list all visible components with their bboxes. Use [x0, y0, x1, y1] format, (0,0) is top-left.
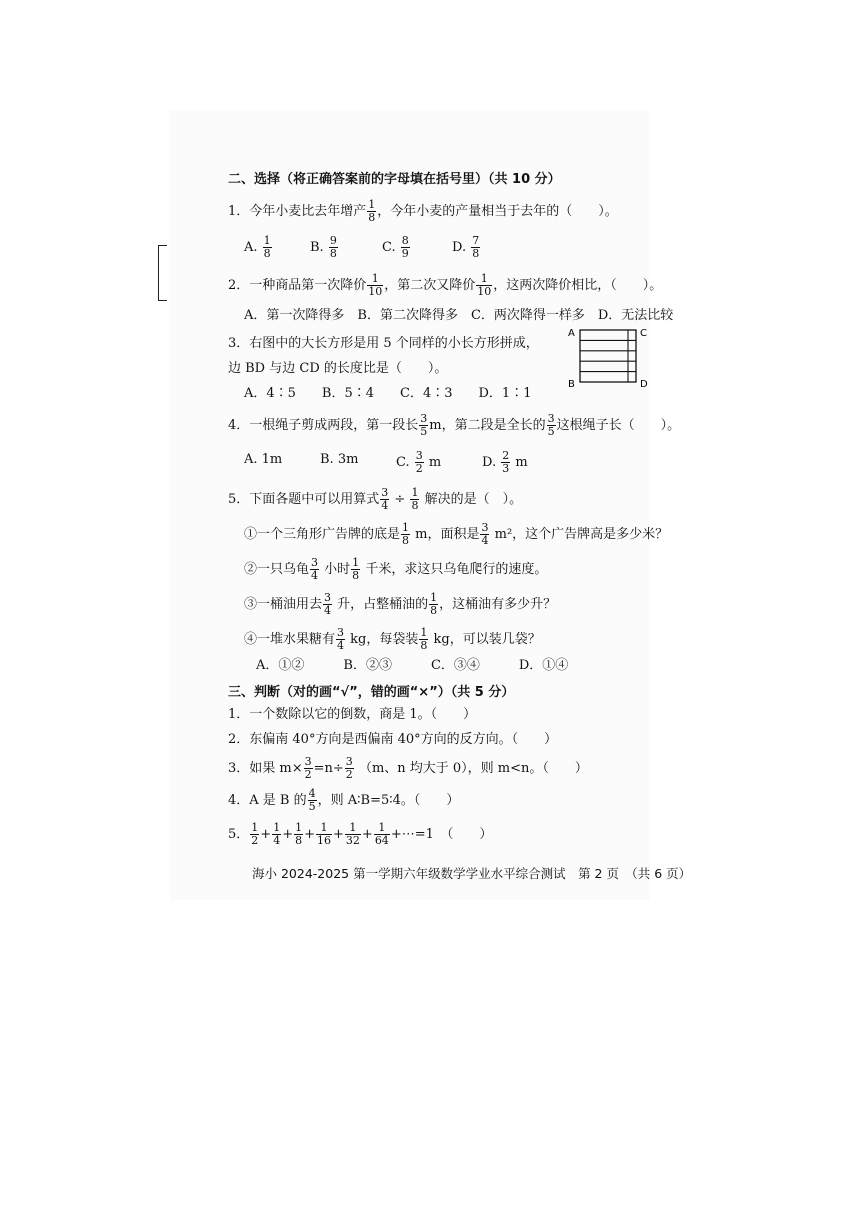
q1-option-a: A. $\frac{1}{8}$ [244, 234, 271, 260]
q1-text-pre: 1．今年小麦比去年增产 [228, 204, 367, 219]
q4-fraction-2: $\frac{3}{5}$ [547, 412, 555, 438]
label-c: C [640, 328, 647, 339]
q3-options: A．4∶5 B．5∶4 C．4∶3 D．1∶1 [244, 386, 532, 401]
page-footer: 海小 2024-2025 第一学期六年级数学学业水平综合测试 第 2 页 （共 6 页） [252, 866, 692, 881]
q2-fraction-1: $\frac{1}{10}$ [368, 272, 383, 298]
label-a: A [568, 328, 575, 339]
q2-options: A．第一次降得多 B．第二次降得多 C．两次降得一样多 D．无法比较 [244, 308, 674, 323]
q3-line-2: 边 BD 与边 CD 的长度比是（ ）。 [228, 361, 448, 376]
q4-fraction-1: $\frac{3}{5}$ [420, 412, 428, 438]
q1-text-post: ，今年小麦的产量相当于去年的（ ）。 [377, 204, 618, 219]
judge-2: 2．东偏南 40°方向是西偏南 40°方向的反方向。（ ） [228, 732, 558, 747]
label-b: B [568, 379, 575, 388]
q1-option-c: C. $\frac{8}{9}$ [382, 234, 409, 260]
q3-line-1: 3．右图中的大长方形是用 5 个同样的小长方形拼成， [228, 336, 539, 351]
binding-mark [158, 245, 167, 301]
q4-option-c: C. $\frac{3}{2}$ m [396, 449, 442, 475]
q4-option-d: D. $\frac{2}{3}$ m [482, 449, 528, 475]
question-1 [228, 199, 618, 224]
q4-option-a: A. 1m [244, 452, 283, 467]
judge-1: 1．一个数除以它的倒数，商是 1。（ ） [228, 707, 477, 722]
judge-5: 5． $\frac{1}{2}$ + $\frac{1}{4}$ + $\frac{1}{8}$ + $\frac{1}{16}$ + $\frac{1}{32}$ + $\frac{1}{64}$ +⋯=1 （ ） [228, 821, 493, 847]
section2-title: 二、选择（将正确答案前的字母填在括号里）（共 10 分） [228, 172, 561, 187]
q1-fraction: $\frac{1}{8}$ [368, 198, 376, 224]
section3-title: 三、判断（对的画“√”，错的画“×”）（共 5 分） [228, 685, 515, 700]
question-5: 5．下面各题中可以用算式 $\frac{3}{4}$ ÷ $\frac{1}{8}$ 解决的是（ ）。 [228, 486, 523, 512]
q5-options: A．①② B．②③ C．③④ D．①④ [256, 658, 569, 673]
q5-item-3: ③一桶油用去 $\frac{3}{4}$ 升，占整桶油的 $\frac{1}{8}$ ，这桶油有多少升？ [244, 591, 557, 617]
question-2: 2．一种商品第一次降价 $\frac{1}{10}$ ，第二次又降价 $\frac{1}{10}$ ，这两次降价相比，（ ）。 [228, 272, 663, 298]
judge-3: 3．如果 m× $\frac{3}{2}$ =n÷ $\frac{3}{2}$ （m、n 均大于 0），则 m<n。（ ） [228, 755, 588, 781]
q5-item-1: ①一个三角形广告牌的底是 $\frac{1}{8}$ m，面积是 $\frac{3}{4}$ m²，这个广告牌高是多少米？ [244, 521, 669, 547]
q5-item-4: ④一堆水果糖有 $\frac{3}{4}$ kg，每袋装 $\frac{1}{8}$ kg，可以装几袋？ [244, 626, 541, 652]
question-4: 4．一根绳子剪成两段，第一段长 $\frac{3}{5}$ m，第二段是全长的 $\frac{3}{5}$ 这根绳子长（ ）。 [228, 412, 681, 438]
q1-option-d: D. $\frac{7}{8}$ [452, 234, 480, 260]
q4-option-b: B. 3m [320, 452, 359, 467]
label-d: D [640, 379, 648, 388]
q2-fraction-2: $\frac{1}{10}$ [477, 272, 492, 298]
rectangle-diagram [566, 326, 666, 388]
q5-item-2: ②一只乌龟 $\frac{3}{4}$ 小时 $\frac{1}{8}$ 千米，求这只乌龟爬行的速度。 [244, 556, 548, 582]
judge-4: 4．A 是 B 的 $\frac{4}{5}$ ，则 A∶B=5∶4。（ ） [228, 787, 460, 813]
q1-option-b: B. $\frac{9}{8}$ [310, 234, 337, 260]
q3-rectangle-figure [566, 326, 666, 388]
